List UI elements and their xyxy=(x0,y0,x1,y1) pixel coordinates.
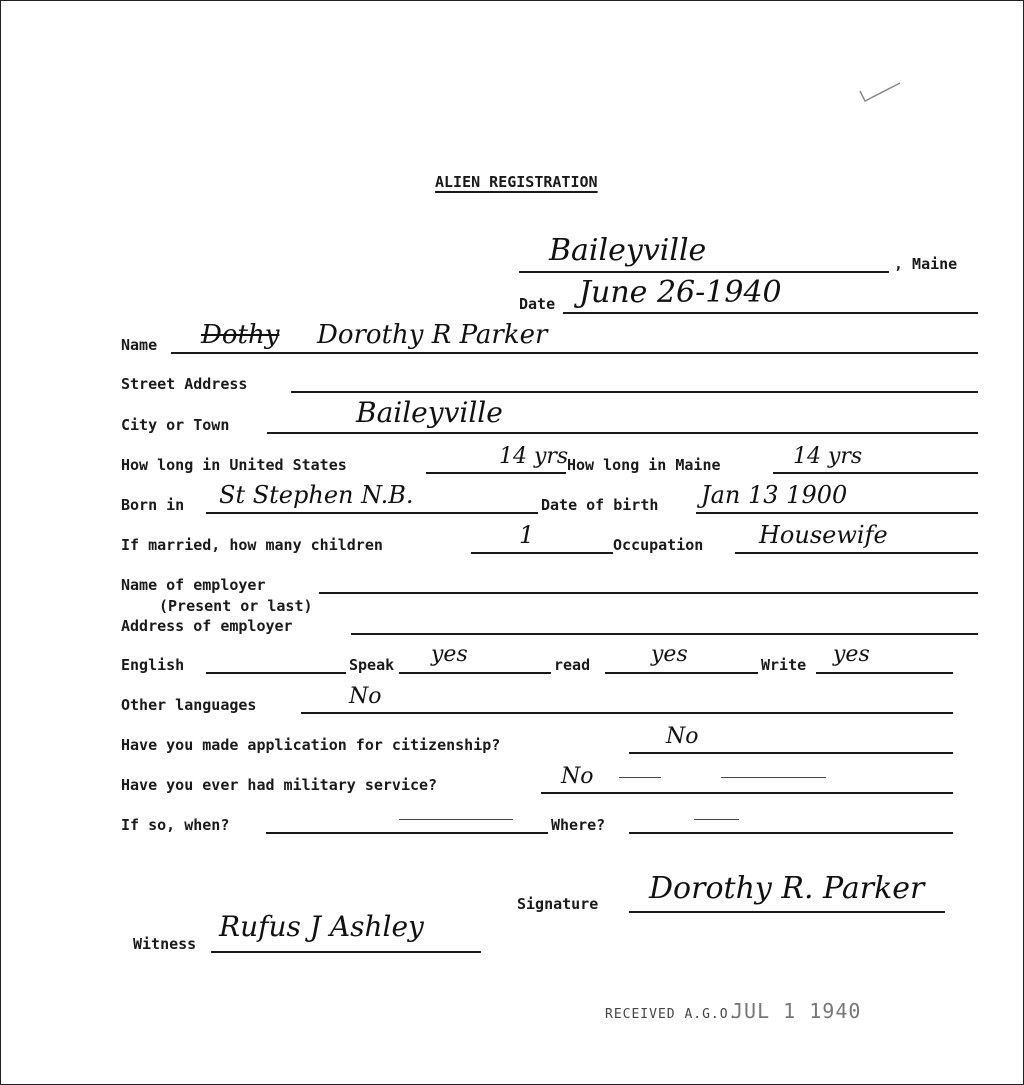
received-stamp: RECEIVED A.G.O. xyxy=(605,1007,738,1022)
dob-value: Jan 13 1900 xyxy=(701,481,848,509)
children-value: 1 xyxy=(519,521,535,549)
english-label: English xyxy=(121,656,185,674)
read-value: yes xyxy=(651,642,688,667)
read-line xyxy=(605,672,758,674)
maine-line xyxy=(773,472,978,474)
name-line xyxy=(171,352,978,354)
employer-addr-label: Address of employer xyxy=(121,617,293,635)
us-label: How long in United States xyxy=(121,456,347,474)
born-line xyxy=(206,512,538,514)
where-label: Where? xyxy=(551,816,606,834)
read-label: read xyxy=(554,656,591,674)
children-line xyxy=(471,552,613,554)
city-value: Baileyville xyxy=(356,396,503,429)
city-line xyxy=(267,432,978,434)
citizenship-line xyxy=(629,752,953,754)
us-line xyxy=(426,472,566,474)
street-label: Street Address xyxy=(121,375,248,393)
name-label: Name xyxy=(121,336,158,354)
date-value: June 26-1940 xyxy=(579,275,782,310)
where-line xyxy=(629,832,953,834)
children-label: If married, how many children xyxy=(121,536,383,554)
write-line xyxy=(816,672,953,674)
state-label: , Maine xyxy=(894,255,958,273)
when-label: If so, when? xyxy=(121,816,230,834)
received-stamp-date: JUL 1 1940 xyxy=(731,999,862,1023)
maine-label: How long in Maine xyxy=(567,456,721,474)
place-value: Baileyville xyxy=(549,233,707,268)
date-line xyxy=(563,312,978,314)
street-line xyxy=(291,391,978,393)
born-value: St Stephen N.B. xyxy=(219,481,414,509)
place-line xyxy=(519,271,889,273)
write-value: yes xyxy=(833,642,870,667)
citizenship-value: No xyxy=(666,724,699,749)
city-label: City or Town xyxy=(121,416,230,434)
speak-line xyxy=(399,672,551,674)
other-lang-line xyxy=(301,712,953,714)
dob-line xyxy=(696,512,978,514)
check-mark-icon xyxy=(856,79,906,105)
employer-addr-line xyxy=(351,633,978,635)
when-line xyxy=(266,832,548,834)
military-label: Have you ever had military service? xyxy=(121,776,438,794)
military-line xyxy=(541,792,953,794)
employer-line xyxy=(319,592,978,594)
name-struck-value: Dothy xyxy=(201,320,280,350)
employer-sub-label: (Present or last) xyxy=(159,597,313,615)
speak-label: Speak xyxy=(349,656,395,674)
other-lang-label: Other languages xyxy=(121,696,257,714)
citizenship-label: Have you made application for citizenship? xyxy=(121,736,501,754)
signature-label: Signature xyxy=(517,895,599,913)
english-line xyxy=(206,672,346,674)
employer-label: Name of employer xyxy=(121,576,266,594)
dob-label: Date of birth xyxy=(541,496,659,514)
witness-label: Witness xyxy=(133,935,197,953)
speak-value: yes xyxy=(431,642,468,667)
military-dash-mark xyxy=(721,777,826,778)
military-value: No xyxy=(561,764,594,789)
occupation-value: Housewife xyxy=(759,521,888,549)
form-title: ALIEN REGISTRATION xyxy=(435,173,598,191)
occupation-label: Occupation xyxy=(613,536,704,554)
other-lang-value: No xyxy=(349,684,382,709)
signature-value: Dorothy R. Parker xyxy=(649,871,925,906)
born-label: Born in xyxy=(121,496,185,514)
when-dash-mark xyxy=(399,819,513,820)
signature-line xyxy=(629,911,945,913)
name-value: Dorothy R Parker xyxy=(317,320,548,350)
occupation-line xyxy=(735,552,978,554)
date-label: Date xyxy=(519,295,556,313)
witness-value: Rufus J Ashley xyxy=(219,910,424,943)
write-label: Write xyxy=(761,656,807,674)
witness-line xyxy=(211,951,481,953)
where-dash-mark xyxy=(694,819,739,820)
military-dash-mark xyxy=(619,777,661,778)
us-value: 14 yrs xyxy=(499,444,569,469)
maine-value: 14 yrs xyxy=(793,444,863,469)
